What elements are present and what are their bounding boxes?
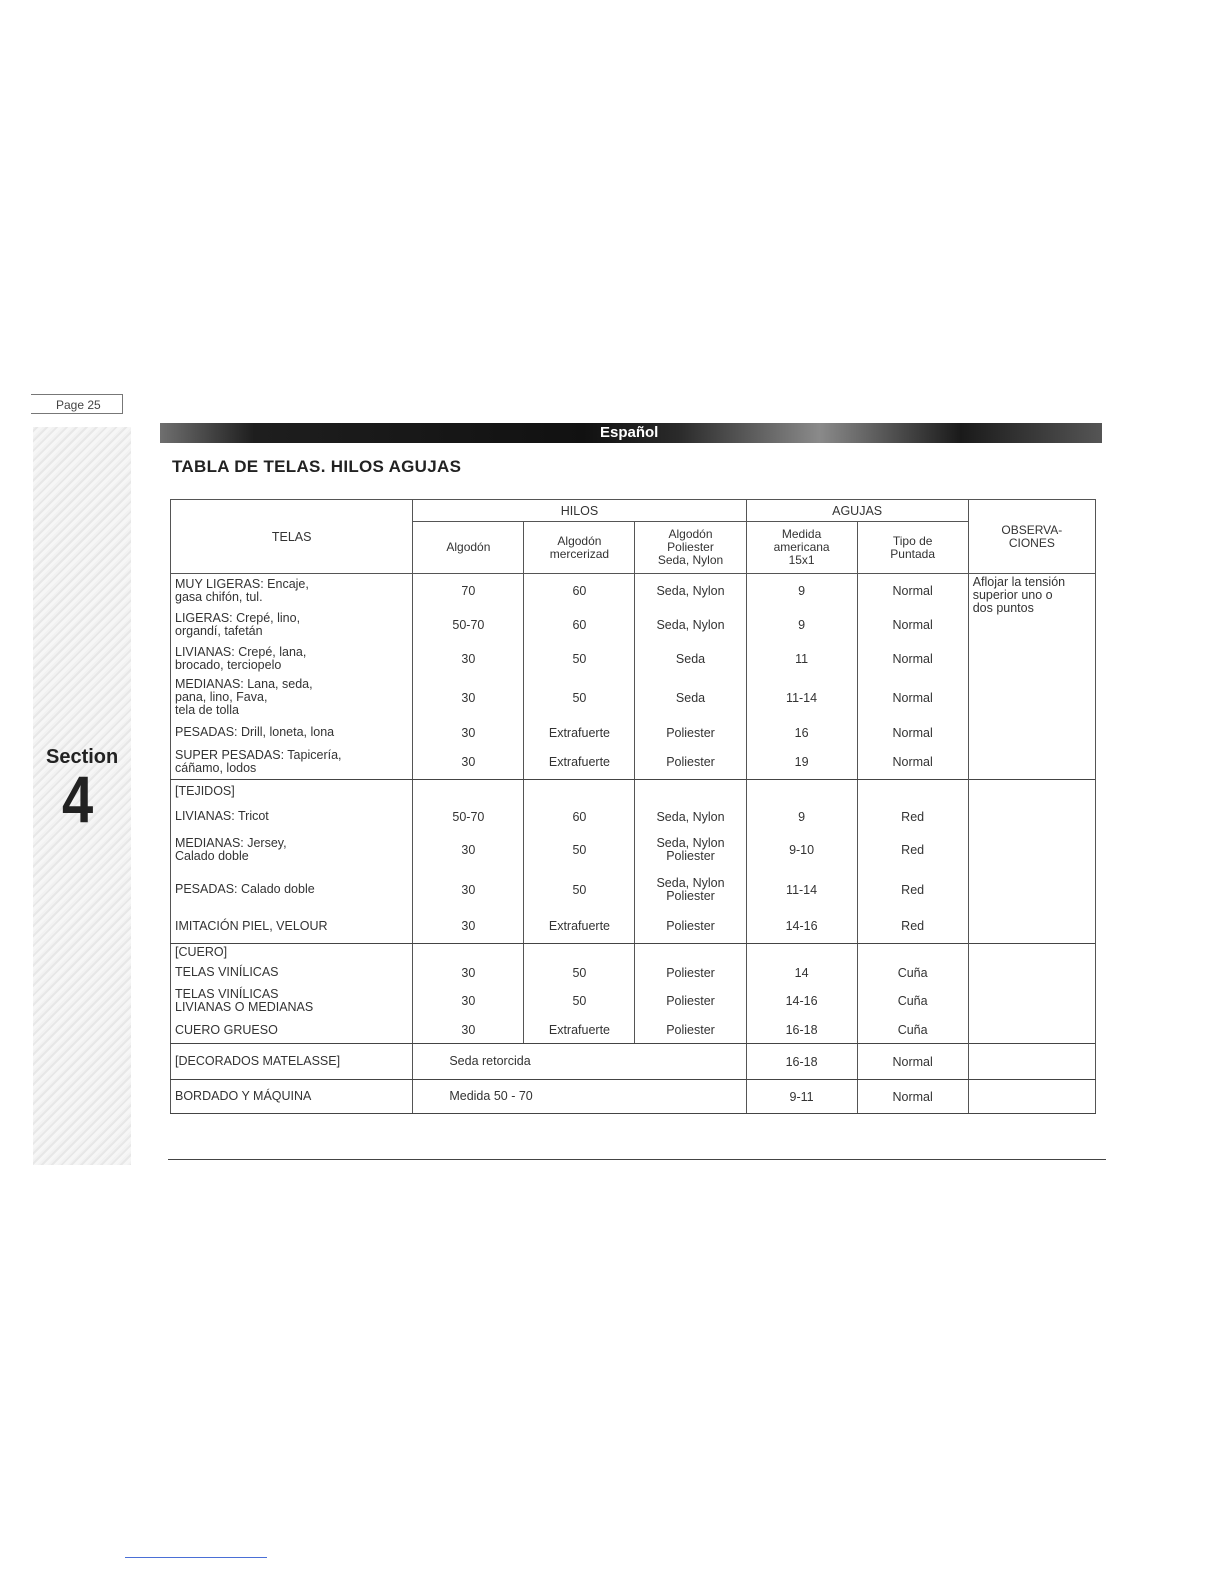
poliester-value: Seda, Nylon [635, 804, 746, 830]
poliester-value: Poliester [635, 746, 746, 780]
puntada-value: Red [857, 830, 968, 870]
language-label: Español [600, 424, 659, 441]
algodon-value: 50-70 [413, 608, 524, 642]
algodon-value: 30 [413, 984, 524, 1018]
puntada-value: Normal [857, 574, 968, 608]
header-agujas: AGUJAS [746, 500, 968, 522]
medida-value: 19 [746, 746, 857, 780]
bottom-line [125, 1557, 267, 1558]
algodon-value: 30 [413, 746, 524, 780]
poliester-value: Seda, Nylon Poliester [635, 870, 746, 910]
mercerizado-value: 50 [524, 870, 635, 910]
mercerizado-value: 50 [524, 984, 635, 1018]
mercerizado-value: 50 [524, 676, 635, 720]
section-label: Section [46, 746, 119, 768]
fabric-name: IMITACIÓN PIEL, VELOUR [171, 910, 413, 944]
puntada-value: Cuña [857, 962, 968, 984]
algodon-value: 30 [413, 910, 524, 944]
language-bar [160, 423, 1102, 443]
mercerizado-value: Extrafuerte [524, 1018, 635, 1044]
poliester-value: Seda [635, 676, 746, 720]
puntada-value: Normal [857, 642, 968, 676]
fabric-name: LIVIANAS: Tricot [171, 804, 413, 830]
medida-value: 9-10 [746, 830, 857, 870]
poliester-value: Poliester [635, 984, 746, 1018]
puntada-value: Normal [857, 1080, 968, 1114]
thread-value: Medida 50 - 70 [413, 1080, 746, 1114]
fabric-name: PESADAS: Calado doble [171, 870, 413, 910]
algodon-value: 30 [413, 720, 524, 746]
fabric-name: SUPER PESADAS: Tapicería, cáñamo, lodos [171, 746, 413, 780]
fabric-name: TELAS VINÍLICAS [171, 962, 413, 984]
poliester-value: Seda, Nylon [635, 574, 746, 608]
mercerizado-value: Extrafuerte [524, 910, 635, 944]
header-algodon: Algodón [413, 522, 524, 574]
algodon-value: 30 [413, 870, 524, 910]
fabric-name: BORDADO Y MÁQUINA [171, 1080, 413, 1114]
poliester-value: Poliester [635, 910, 746, 944]
medida-value: 9 [746, 804, 857, 830]
fabric-table [170, 499, 1096, 1114]
algodon-value: 30 [413, 1018, 524, 1044]
mercerizado-value: Extrafuerte [524, 720, 635, 746]
mercerizado-value: 50 [524, 962, 635, 984]
medida-value: 14 [746, 962, 857, 984]
medida-value: 9 [746, 608, 857, 642]
group-heading-cuero: [CUERO] [171, 944, 413, 962]
header-algodon-poliester: Algodón Poliester Seda, Nylon [635, 522, 746, 574]
header-hilos: HILOS [413, 500, 746, 522]
puntada-value: Red [857, 910, 968, 944]
medida-value: 11-14 [746, 870, 857, 910]
fabric-name: MEDIANAS: Lana, seda, pana, lino, Fava, tela de tolla [171, 676, 413, 720]
puntada-value: Cuña [857, 984, 968, 1018]
medida-value: 11-14 [746, 676, 857, 720]
algodon-value: 30 [413, 642, 524, 676]
puntada-value: Normal [857, 608, 968, 642]
poliester-value: Poliester [635, 962, 746, 984]
mercerizado-value: 60 [524, 574, 635, 608]
mercerizado-value: 60 [524, 804, 635, 830]
page-number: Page 25 [56, 398, 101, 412]
header-tipo-puntada: Tipo de Puntada [857, 522, 968, 574]
fabric-name: PESADAS: Drill, loneta, lona [171, 720, 413, 746]
fabric-name: MUY LIGERAS: Encaje, gasa chifón, tul. [171, 574, 413, 608]
poliester-value: Seda [635, 642, 746, 676]
mercerizado-value: 50 [524, 830, 635, 870]
poliester-value: Poliester [635, 1018, 746, 1044]
medida-value: 16-18 [746, 1018, 857, 1044]
bottom-rule [168, 1159, 1106, 1160]
puntada-value: Normal [857, 720, 968, 746]
medida-value: 9 [746, 574, 857, 608]
section-number: 4 [62, 762, 94, 836]
medida-value: 16-18 [746, 1044, 857, 1080]
page-title: TABLA DE TELAS. HILOS AGUJAS [172, 457, 462, 476]
puntada-value: Cuña [857, 1018, 968, 1044]
fabric-name: TELAS VINÍLICAS LIVIANAS O MEDIANAS [171, 984, 413, 1018]
mercerizado-value: 50 [524, 642, 635, 676]
mercerizado-value: 60 [524, 608, 635, 642]
algodon-value: 30 [413, 830, 524, 870]
algodon-value: 70 [413, 574, 524, 608]
fabric-name: [DECORADOS MATELASSE] [171, 1044, 413, 1080]
puntada-value: Red [857, 804, 968, 830]
header-observaciones: OBSERVA- CIONES [968, 500, 1095, 574]
poliester-value: Poliester [635, 720, 746, 746]
medida-value: 11 [746, 642, 857, 676]
medida-value: 9-11 [746, 1080, 857, 1114]
medida-value: 14-16 [746, 984, 857, 1018]
algodon-value: 30 [413, 676, 524, 720]
puntada-value: Normal [857, 1044, 968, 1080]
fabric-name: LIVIANAS: Crepé, lana, brocado, terciopelo [171, 642, 413, 676]
observacion-note: Aflojar la tensión superior uno o dos puntos [968, 574, 1095, 780]
poliester-value: Seda, Nylon Poliester [635, 830, 746, 870]
algodon-value: 50-70 [413, 804, 524, 830]
medida-value: 14-16 [746, 910, 857, 944]
puntada-value: Normal [857, 746, 968, 780]
poliester-value: Seda, Nylon [635, 608, 746, 642]
header-telas: TELAS [171, 500, 413, 574]
fabric-name: CUERO GRUESO [171, 1018, 413, 1044]
fabric-name: MEDIANAS: Jersey, Calado doble [171, 830, 413, 870]
fabric-name: LIGERAS: Crepé, lino, organdí, tafetán [171, 608, 413, 642]
mercerizado-value: Extrafuerte [524, 746, 635, 780]
group-heading-tejidos: [TEJIDOS] [171, 780, 413, 804]
thread-value: Seda retorcida [413, 1044, 746, 1080]
header-algodon-mercerizado: Algodón mercerizad [524, 522, 635, 574]
puntada-value: Red [857, 870, 968, 910]
medida-value: 16 [746, 720, 857, 746]
page-number-tab [31, 394, 123, 414]
header-medida-americana: Medida americana 15x1 [746, 522, 857, 574]
puntada-value: Normal [857, 676, 968, 720]
algodon-value: 30 [413, 962, 524, 984]
